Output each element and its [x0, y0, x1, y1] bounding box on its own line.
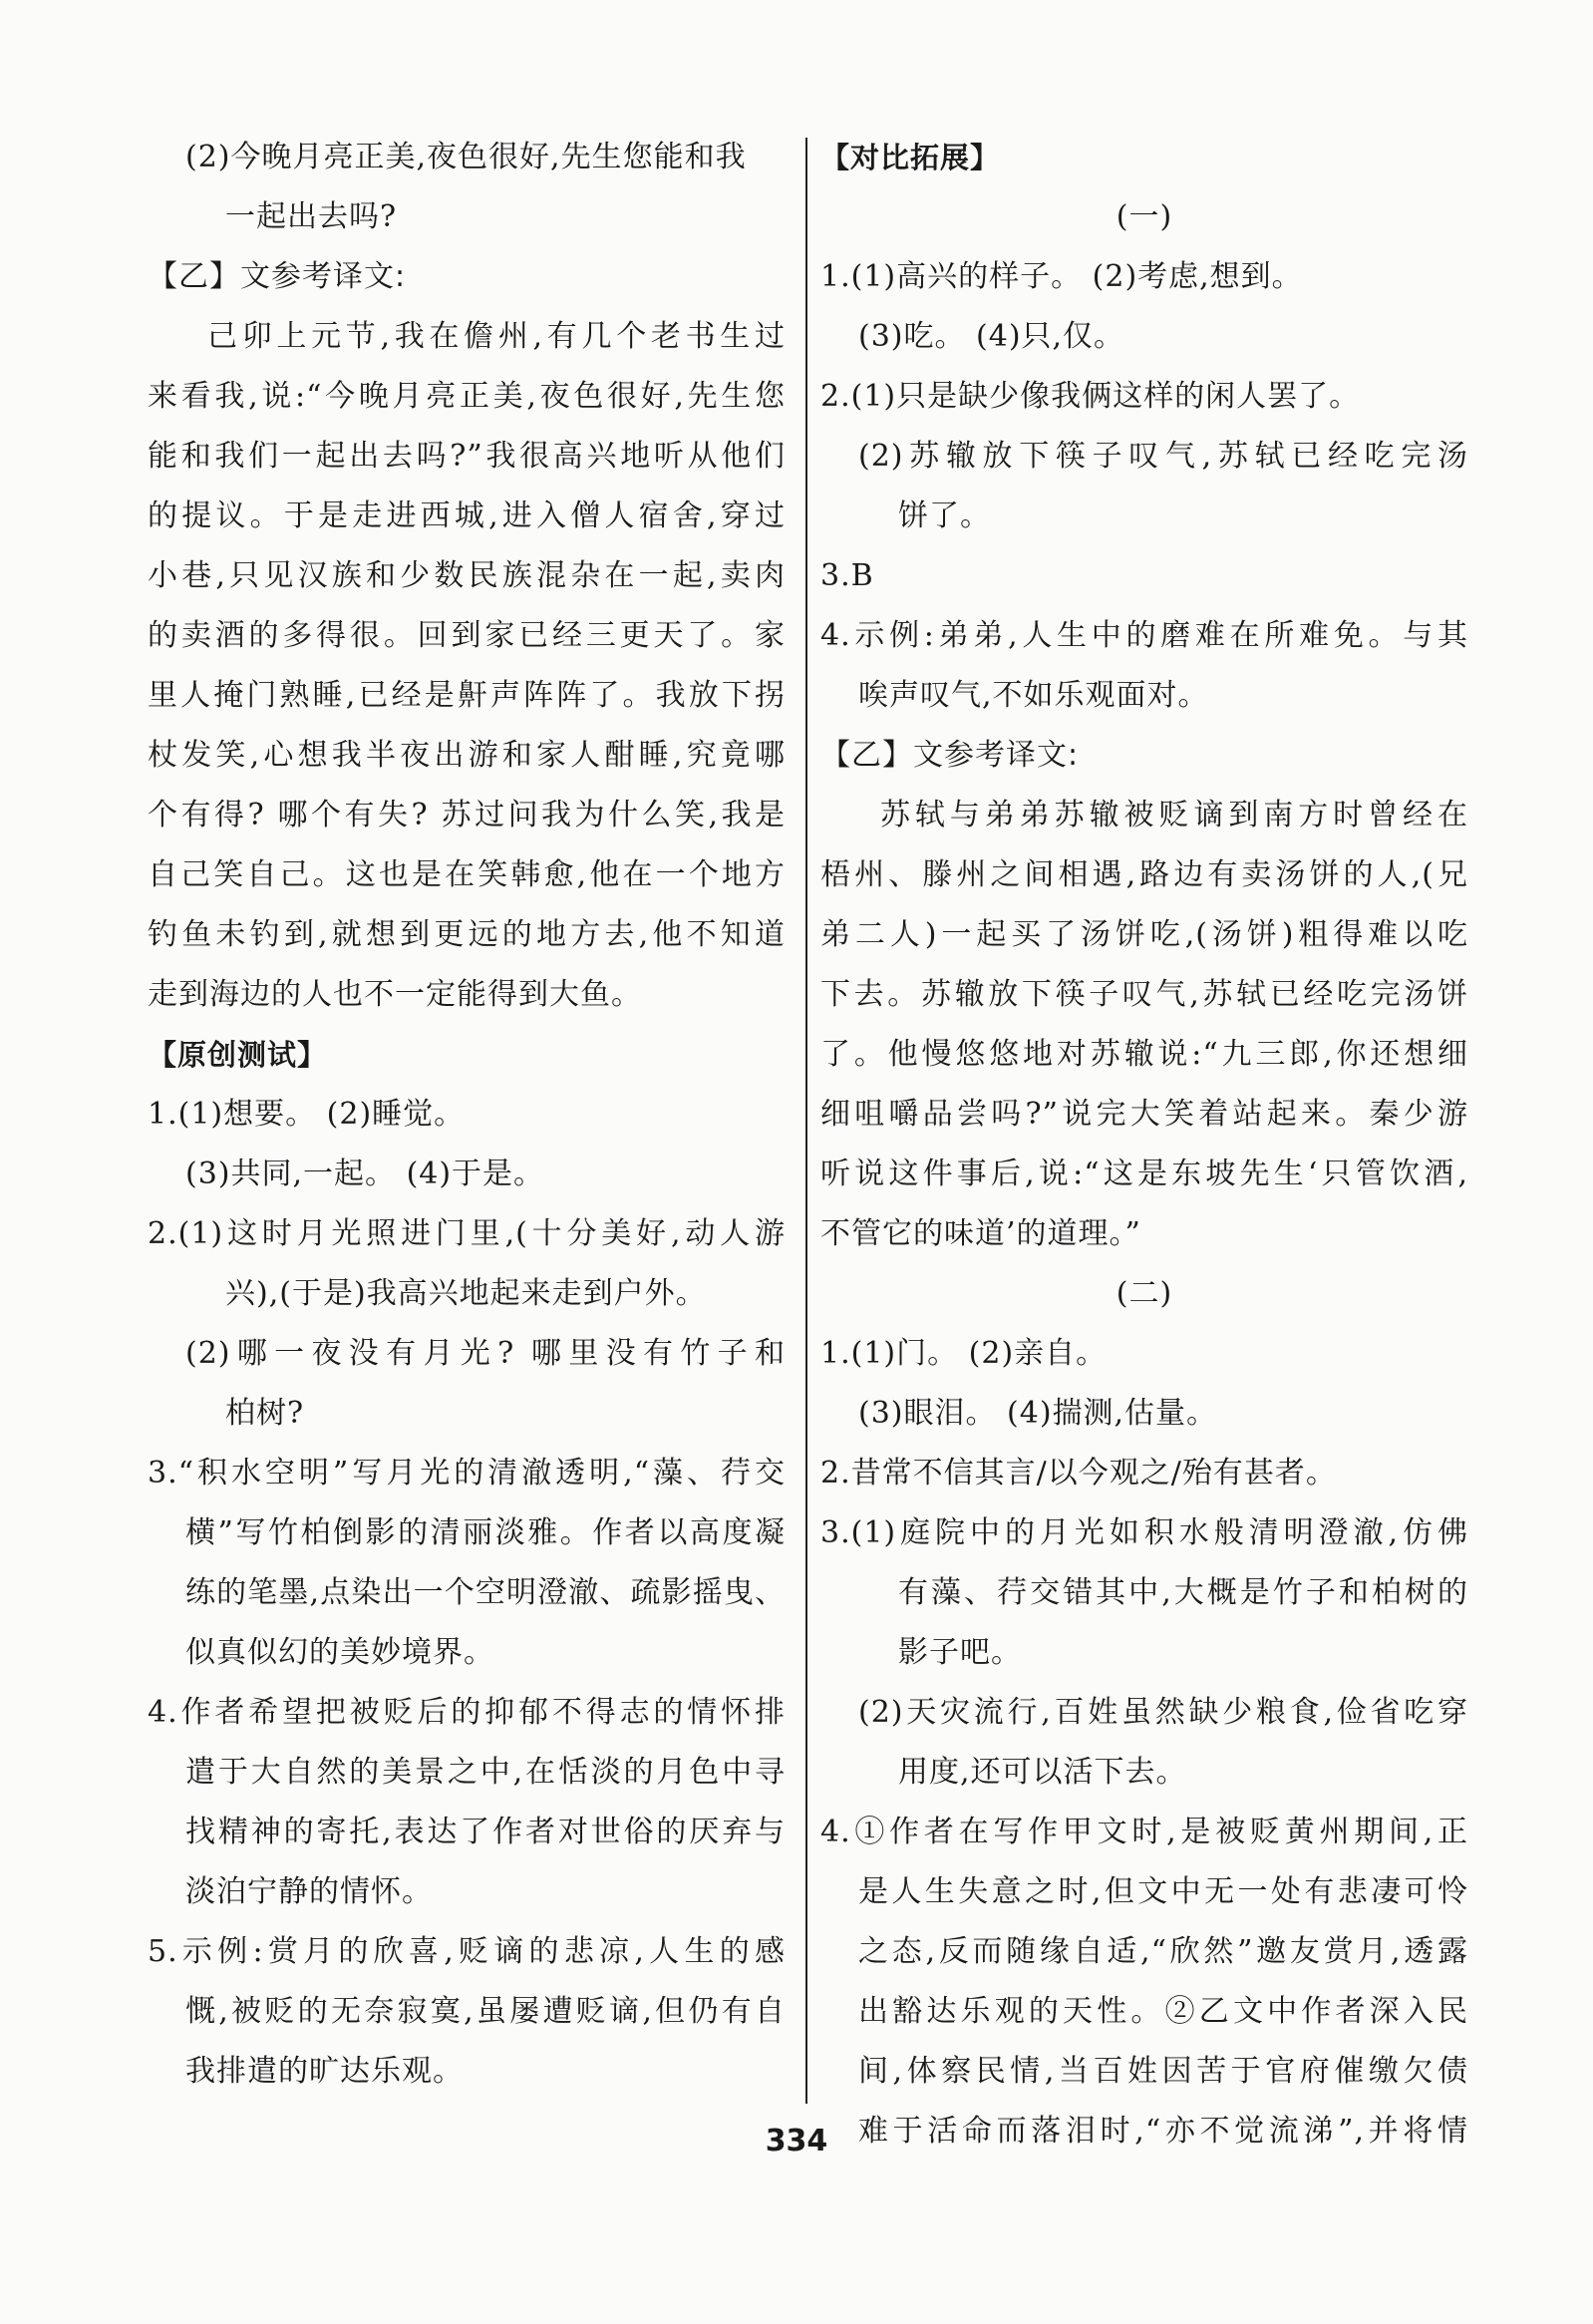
right-text-line: 3.(1)庭院中的月光如积水般清明澄澈,仿佛 — [820, 1515, 1468, 1550]
right-text-line: 3.B — [820, 558, 874, 593]
left-text-line: 杖发笑,心想我半夜出游和家人酣睡,究竟哪 — [148, 738, 786, 773]
right-text-line: (二) — [1115, 1276, 1173, 1311]
left-text-line: 我排遣的旷达乐观。 — [185, 2054, 464, 2089]
column-divider — [805, 138, 807, 2104]
right-text-line: 2.(1)只是缺少像我俩这样的闲人罢了。 — [820, 379, 1361, 414]
right-text-line: 梧州、滕州之间相遇,路边有卖汤饼的人,(兄 — [820, 857, 1468, 892]
left-column — [148, 128, 786, 2102]
right-text-line: 细咀嚼品尝吗?”说完大笑着站起来。秦少游 — [820, 1097, 1468, 1132]
left-text-line: 2.(1)这时月光照进门里,(十分美好,动人游 — [148, 1216, 786, 1251]
right-text-line: 间,体察民情,当百姓因苦于官府催缴欠债 — [858, 2054, 1468, 2089]
left-text-line: 【原创测试】 — [148, 1038, 328, 1072]
left-text-line: 的卖酒的多得很。回到家已经三更天了。家 — [148, 618, 786, 653]
left-text-line: 找精神的寄托,表达了作者对世俗的厌弃与 — [185, 1815, 786, 1849]
right-text-line: 之态,反而随缘自适,“欣然”邀友赏月,透露 — [858, 1934, 1468, 1969]
left-text-line: 柏树? — [225, 1396, 305, 1431]
page-number: 334 — [765, 2124, 828, 2158]
left-text-line: 横”写竹柏倒影的清丽淡雅。作者以高度凝 — [185, 1515, 786, 1550]
left-text-line: 5.示例:赏月的欣喜,贬谪的悲凉,人生的感 — [148, 1934, 786, 1969]
right-text-line: 不管它的味道’的道理。” — [820, 1216, 1141, 1251]
left-text-line: 走到海边的人也不一定能得到大鱼。 — [148, 977, 642, 1012]
left-text-line: 淡泊宁静的情怀。 — [185, 1874, 433, 1909]
right-text-line: 出豁达乐观的天性。②乙文中作者深入民 — [858, 1994, 1468, 2029]
left-text-line: 小巷,只见汉族和少数民族混杂在一起,卖肉 — [148, 558, 786, 593]
right-text-line: 苏轼与弟弟苏辙被贬谪到南方时曾经在 — [880, 798, 1468, 832]
right-text-line: 是人生失意之时,但文中无一处有悲凄可怜 — [858, 1874, 1468, 1909]
left-text-line: 4.作者希望把被贬后的抑郁不得志的情怀排 — [148, 1695, 786, 1730]
right-text-line: 弟二人)一起买了汤饼吃,(汤饼)粗得难以吃 — [820, 917, 1468, 952]
right-text-line: 影子吧。 — [898, 1635, 1022, 1670]
left-text-line: 3.“积水空明”写月光的清澈透明,“藻、荇交 — [148, 1456, 786, 1491]
left-text-line: 己卯上元节,我在儋州,有几个老书生过 — [207, 319, 786, 354]
right-text-line: 听说这件事后,说:“这是东坡先生‘只管饮酒, — [820, 1157, 1468, 1191]
left-text-line: 兴),(于是)我高兴地起来走到户外。 — [225, 1276, 707, 1311]
right-text-line: 1.(1)门。 (2)亲自。 — [820, 1336, 1108, 1371]
left-text-line: 来看我,说:“今晚月亮正美,夜色很好,先生您 — [148, 379, 786, 414]
right-text-line: 用度,还可以活下去。 — [898, 1755, 1187, 1790]
right-text-line: 1.(1)高兴的样子。 (2)考虑,想到。 — [820, 259, 1303, 294]
right-column — [820, 128, 1468, 2161]
left-section-heading: 【乙】文参考译文: — [148, 259, 407, 294]
right-text-line: 有藻、荇交错其中,大概是竹子和柏树的 — [898, 1575, 1468, 1610]
right-text-line: 4.示例:弟弟,人生中的磨难在所难免。与其 — [820, 618, 1468, 653]
right-text-line: (3)吃。 (4)只,仅。 — [858, 319, 1125, 354]
right-text-line: 2.昔常不信其言/以今观之/殆有甚者。 — [820, 1456, 1337, 1491]
left-text-line: 里人掩门熟睡,已经是鼾声阵阵了。我放下拐 — [148, 678, 786, 713]
right-text-line: (2)天灾流行,百姓虽然缺少粮食,俭省吃穿 — [858, 1695, 1468, 1730]
left-text-line: (2)哪一夜没有月光? 哪里没有竹子和 — [185, 1336, 786, 1371]
left-text-line: 一起出去吗? — [225, 199, 398, 234]
left-text-line: 能和我们一起出去吗?”我很高兴地听从他们 — [148, 439, 786, 474]
left-text-line: 1.(1)想要。 (2)睡觉。 — [148, 1097, 466, 1132]
left-text-line: 钓鱼未钓到,就想到更远的地方去,他不知道 — [148, 917, 786, 952]
right-text-line: 饼了。 — [898, 498, 991, 533]
left-text-line: (3)共同,一起。 (4)于是。 — [185, 1157, 545, 1191]
right-text-line: (3)眼泪。 (4)揣测,估量。 — [858, 1396, 1218, 1431]
right-text-line: 【对比拓展】 — [820, 141, 1001, 174]
right-text-line: 了。他慢悠悠地对苏辙说:“九三郎,你还想细 — [820, 1037, 1468, 1072]
left-text-line: 慨,被贬的无奈寂寞,虽屡遭贬谪,但仍有自 — [185, 1994, 786, 2029]
right-text-line: (一) — [1115, 199, 1173, 234]
right-text-line: 4.①作者在写作甲文时,是被贬黄州期间,正 — [820, 1815, 1468, 1849]
left-text-line: 个有得? 哪个有失? 苏过问我为什么笑,我是 — [148, 798, 786, 832]
left-text-line: 练的笔墨,点染出一个空明澄澈、疏影摇曳、 — [185, 1575, 786, 1610]
left-text-line: 自己笑自己。这也是在笑韩愈,他在一个地方 — [148, 857, 786, 892]
right-text-line: 难于活命而落泪时,“亦不觉流涕”,并将情 — [858, 2114, 1468, 2149]
right-text-line: (2)苏辙放下筷子叹气,苏轼已经吃完汤 — [858, 439, 1468, 474]
left-text-line: (2)今晚月亮正美,夜色很好,先生您能和我 — [185, 140, 747, 174]
right-text-line: 下去。苏辙放下筷子叹气,苏轼已经吃完汤饼 — [820, 977, 1468, 1012]
left-text-line: 遣于大自然的美景之中,在恬淡的月色中寻 — [185, 1755, 786, 1790]
right-text-line: 唉声叹气,不如乐观面对。 — [858, 678, 1209, 713]
right-section-heading: 【乙】文参考译文: — [820, 738, 1080, 773]
left-text-line: 似真似幻的美妙境界。 — [185, 1635, 494, 1670]
left-text-line: 的提议。于是走进西城,进入僧人宿舍,穿过 — [148, 498, 786, 533]
